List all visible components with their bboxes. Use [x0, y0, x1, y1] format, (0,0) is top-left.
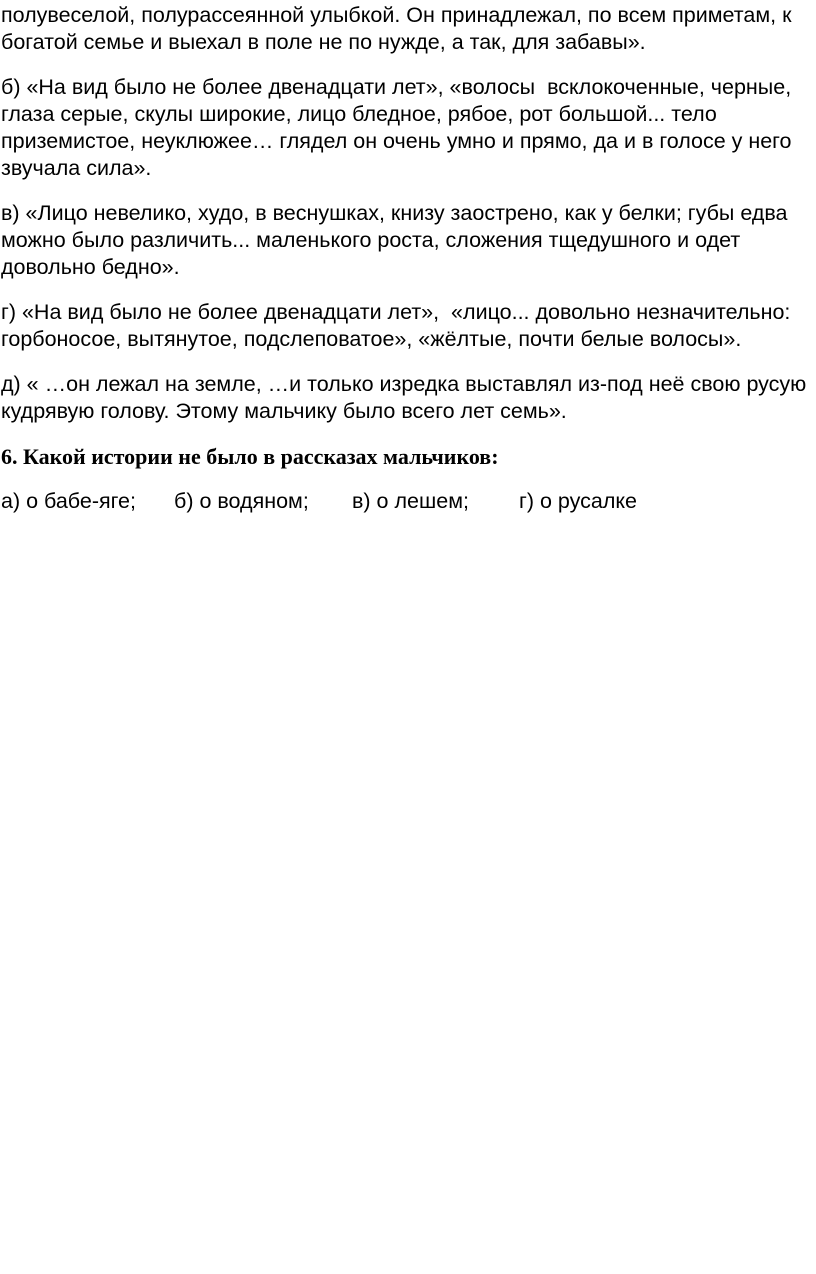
answer-option-a: а) о бабе-яге;	[1, 489, 136, 513]
answer-option-c: в) о лешем;	[352, 489, 469, 513]
question-title: 6. Какой истории не было в рассказах мальчиков:	[1, 444, 499, 469]
paragraph-option-d: д) « …он лежал на земле, …и только изредка выставлял из-под неё свою русую кудрявую голову. Этому мальчику было всего лет семь».	[1, 372, 813, 423]
answer-option-d: г) о русалке	[519, 489, 637, 513]
document-page	[0, 0, 816, 515]
paragraph-continuation: полувеселой, полурассеянной улыбкой. Он принадлежал, по всем приметам, к богатой семье и выехал в поле не по нужде, а так, для забавы».	[1, 3, 798, 54]
answer-option-b: б) о водяном;	[174, 489, 309, 513]
answer-options	[1, 488, 816, 515]
paragraph-option-v: в) «Лицо невелико, худо, в веснушках, книзу заострено, как у белки; губы едва можно было различить... маленького роста, сложения тщедушного и одет довольно бедно».	[1, 201, 794, 279]
paragraph-option-g: г) «На вид было не более двенадцати лет», «лицо... довольно незначительно: горбоносое, вытянутое, подслеповатое», «жёлтые, почти белые волосы».	[1, 300, 797, 351]
paragraph-option-b: б) «На вид было не более двенадцати лет», «волосы всклокоченные, черные, глаза серые, скулы широкие, лицо бледное, рябое, рот большой... тело приземистое, неуклюжее… глядел он очень умно и прямо, да и в голосе у него звучала сила».	[1, 75, 798, 180]
